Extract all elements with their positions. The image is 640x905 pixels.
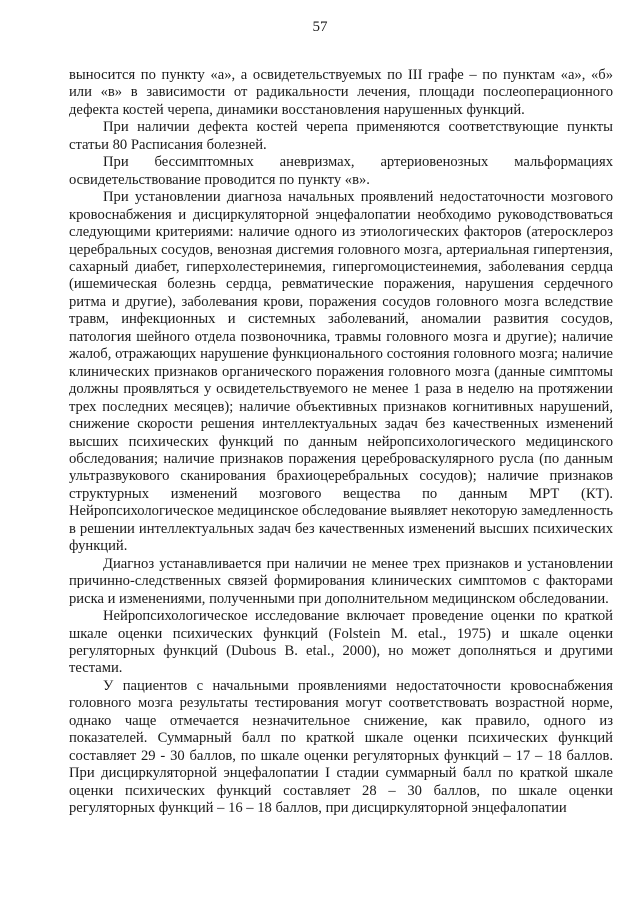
paragraph-aneurysms: При бессимптомных аневризмах, артериовенозных мальформациях освидетельствование проводится по пункту «в». [69, 154, 613, 188]
body-text [69, 67, 613, 817]
paragraph-neuropsych-study: Нейропсихологическое исследование включает проведение оценки по краткой шкале оценки психических функций (Folstein M. etal., 1975) и шкале оценки регуляторных функций (Dubous B. etal., 2000), но может дополняться и другими тестами. [69, 608, 613, 677]
paragraph-continuation: выносится по пункту «а», а освидетельствуемых по III графе – по пунктам «а», «б» или «в» в зависимости от радикальности лечения, площади послеоперационного дефекта костей черепа, динамики восстановления нарушенных функций. [69, 67, 613, 118]
paragraph-test-results: У пациентов с начальными проявлениями недостаточности кровоснабжения головного мозга результаты тестирования могут соответствовать возрастной норме, однако чаще отмечается незначительное снижение, как правило, одного из показателей. Суммарный балл по краткой шкале оценки психических функций составляет 29 - 30 баллов, по шкале оценки регуляторных функций – 17 – 18 баллов. При дисциркуляторной энцефалопатии I стадии суммарный балл по краткой шкале оценки психических функций составляет 28 – 30 баллов, по шкале оценки регуляторных функций – 16 – 18 баллов, при дисциркуляторной энцефалопатии [69, 677, 613, 817]
page-number: 57 [312, 19, 328, 35]
paragraph-diagnosis-established: Диагноз устанавливается при наличии не менее трех признаков и установлении причинно-следственных связей формирования клинических симптомов с факторами риска и изменениями, полученными при дополнительном медицинском обследовании. [69, 555, 613, 607]
paragraph-diagnosis-criteria: При установлении диагноза начальных проявлений недостаточности мозгового кровоснабжения и дисциркуляторной энцефалопатии необходимо руководствоваться следующими критериями: наличие одного из этиологических факторов (атеросклероз церебральных сосудов, венозная дисгемия головного мозга, артериальная гипертензия, сахарный диабет, гиперхолестеринемия, гипергомоцистеинемия, заболевания сердца (ишемическая болезнь сердца, ревматические поражения, нарушения сердечного ритма и другие), заболевания крови, поражения сосудов головного мозга вследствие травм, инфекционных и системных заболеваний, аномалии развития сосудов, патология шейного отдела позвоночника, травмы головного мозга и другие); наличие жалоб, отражающих нарушение функционального состояния головного мозга; наличие клинических признаков органического поражения головного мозга (данные симптомы должны проявляться у освидетельствуемого не менее 1 раза в неделю на протяжении трех последних месяцев); наличие объективных признаков когнитивных нарушений, снижение скорости решения интеллектуальных задач без качественных изменений высших психических функций по данным нейропсихологического медицинского обследования; наличие признаков поражения цереброваскулярного русла (по данным ультразвукового сканирования брахиоцеребральных сосудов); наличие признаков структурных изменений мозгового вещества по данным МРТ (КТ). Нейропсихологическое медицинское обследование выявляет некоторую замедленность в решении интеллектуальных задач без качественных изменений высших психических функций. [69, 189, 613, 555]
paragraph-skull-defect: При наличии дефекта костей черепа применяются соответствующие пункты статьи 80 Расписания болезней. [69, 119, 613, 153]
